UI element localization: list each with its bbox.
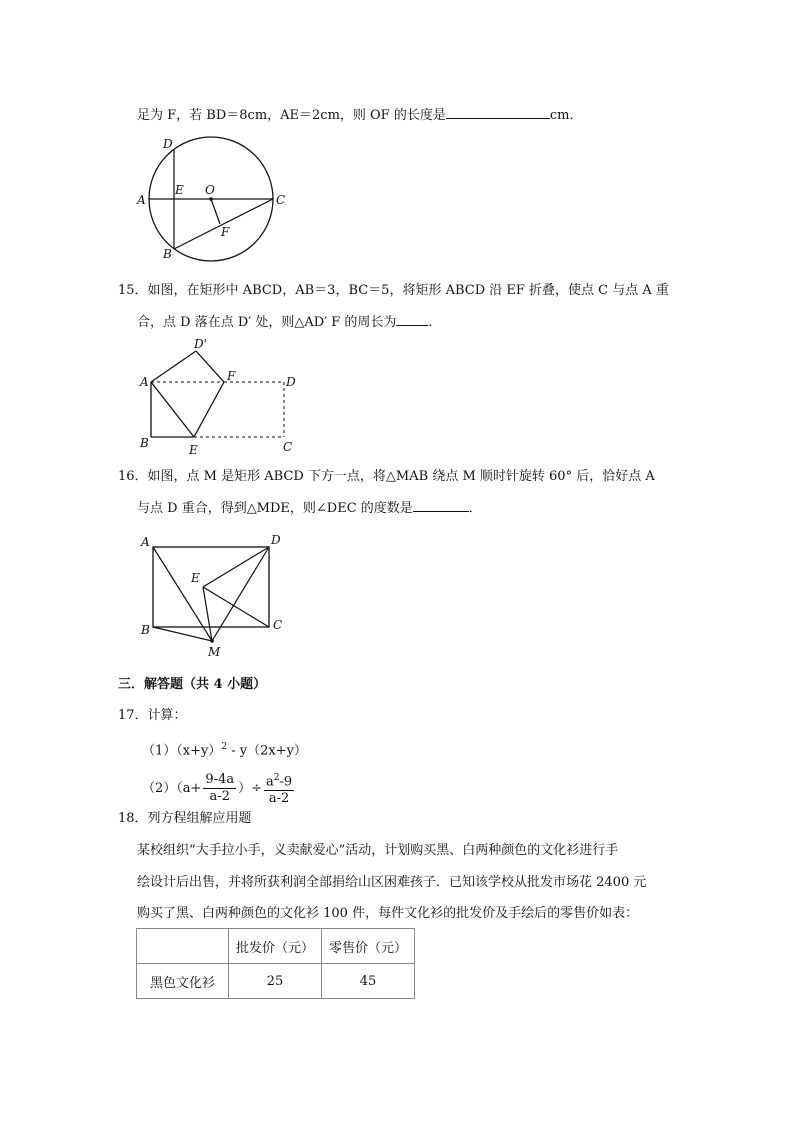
q16-label-c: C (273, 618, 283, 632)
q16-seg-de (203, 547, 269, 587)
q17-part2 (142, 770, 296, 807)
q16-seg-bm (153, 627, 212, 641)
q17-fraction-2-numerator (264, 770, 294, 791)
q18-line3: 购买了黑、白两种颜色的文化衫 100 件，每件文化衫的批发价及手绘后的零售价如表： (137, 906, 639, 921)
q14-unit: cm． (549, 108, 583, 123)
q14-figure (132, 132, 292, 262)
q15-side-d-prime-f (196, 351, 224, 382)
q17-fraction-2-num-exp: 2 (273, 773, 280, 783)
q15-label-e: E (189, 443, 198, 457)
q14-answer-blank (446, 104, 550, 119)
q17-fraction-2 (264, 770, 294, 807)
q17-fraction-1-denominator: a-2 (209, 789, 230, 805)
q14-label-c: C (276, 193, 286, 207)
q16-seg-ec (203, 587, 269, 627)
table-header-row (137, 929, 415, 964)
q17-title: 17．计算： (118, 708, 187, 723)
q16-label-m: M (208, 645, 221, 659)
q14-label-b: B (163, 247, 172, 261)
q18-line2: 绘设计后出售，并将所获利润全部捐给山区困难孩子．已知该学校从批发市场花 2400 元 (137, 875, 647, 890)
q16-rectangle-abcd (153, 547, 269, 627)
q15-label-b: B (140, 436, 149, 450)
q14-center-point (209, 197, 213, 201)
q15-side-ad-prime (151, 351, 196, 382)
q18-price-table (136, 928, 415, 999)
q17-part1 (142, 737, 307, 761)
q14-chord-bc (174, 199, 273, 249)
q16-label-d: D (271, 533, 281, 547)
q14-label-d: D (163, 137, 173, 151)
q17-fraction-1 (203, 772, 236, 805)
q16-figure (136, 530, 296, 662)
section3-title: 三．解答题（共 4 小题） (118, 677, 267, 692)
q16-line2-end: ． (468, 501, 482, 516)
q14-label-e: E (175, 183, 184, 197)
table-cell: 25 (229, 964, 322, 999)
q14-text (137, 104, 582, 126)
q14-label-o: O (205, 183, 215, 197)
table-header-cell: 零售价（元） (322, 929, 415, 964)
q15-side-ae (151, 382, 194, 437)
q16-line2 (137, 497, 482, 519)
q18-line1: 某校组织“大手拉小手，义卖献爱心”活动，计划购买黑、白两种颜色的文化衫进行手 (137, 843, 619, 858)
q17-part1-prefix: （1）（x+y） (142, 743, 222, 759)
q16-line2-text: 与点 D 重合，得到△MDE，则∠DEC 的度数是 (137, 501, 413, 516)
q16-answer-blank (413, 497, 469, 512)
q17-part2-mid: ）÷ (238, 781, 263, 797)
q16-point-m (210, 639, 214, 643)
q14-segment-of (211, 199, 220, 224)
q16-label-a: A (141, 535, 150, 549)
table-cell: 黑色文化衫 (137, 964, 229, 999)
q15-answer-blank (396, 311, 428, 326)
q17-part1-exponent: 2 (221, 742, 228, 752)
q18-title: 18．列方程组解应用题 (118, 811, 252, 826)
q17-fraction-2-denominator: a-2 (268, 791, 290, 807)
q15-line2 (137, 311, 441, 333)
q15-label-a: A (140, 375, 149, 389)
q16-line1: 16．如图，点 M 是矩形 ABCD 下方一点，将△MAB 绕点 M 顺时针旋转 60° 后，恰好点 A (118, 469, 655, 484)
table-header-cell: 批发价（元） (229, 929, 322, 964)
q15-label-f: F (227, 369, 236, 383)
table-cell: 45 (322, 964, 415, 999)
table-row (137, 964, 415, 999)
q16-label-b: B (141, 623, 150, 637)
q15-label-d-prime: D' (194, 337, 207, 351)
q14-text-before: 足为 F，若 BD＝8cm，AE＝2cm，则 OF 的长度是 (137, 108, 446, 123)
q17-fraction-2-num-rest: -9 (279, 774, 293, 790)
q15-line1: 15．如图，在矩形中 ABCD，AB＝3，BC＝5，将矩形 ABCD 沿 EF 折叠，使点 C 与点 A 重 (118, 283, 669, 298)
q17-part2-prefix: （2）（a+ (142, 781, 202, 797)
q15-figure (136, 334, 306, 458)
q17-fraction-2-num-base: a (266, 774, 274, 790)
q15-line2-text: 合，点 D 落在点 D′ 处，则△AD′ F 的周长为 (137, 315, 397, 330)
q15-label-c: C (283, 440, 293, 454)
q16-label-e: E (191, 571, 200, 585)
q17-fraction-1-numerator: 9-4a (205, 772, 235, 788)
q15-line2-end: ． (428, 315, 442, 330)
q15-fold-ef (194, 382, 224, 437)
table-header-cell (137, 929, 229, 964)
q15-label-d: D (286, 375, 296, 389)
q14-label-f: F (221, 225, 230, 239)
q14-label-a: A (137, 193, 146, 207)
q17-part1-suffix: - y（2x+y） (227, 743, 307, 759)
